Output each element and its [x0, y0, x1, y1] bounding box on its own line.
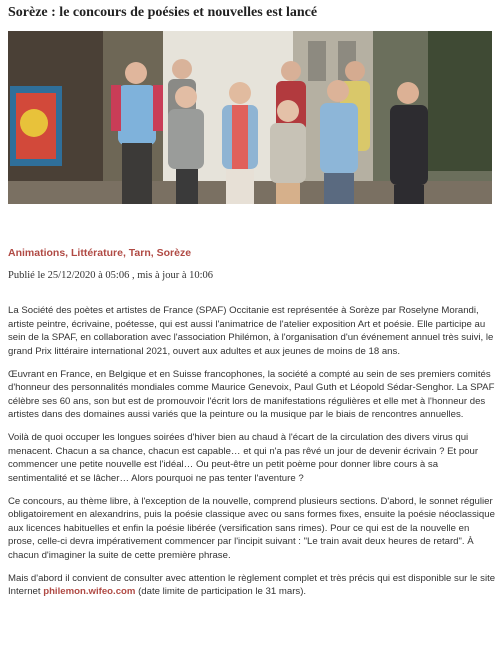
paragraph-4: Ce concours, au thème libre, à l'exception de la nouvelle, comprend plusieurs sections. D'abord, le sonnet régulier obligatoirement en alexandrins, puis la poésie classique avec ou sans formes fixes, ensuite la poésie néoclassique aux licences habituelles et enfin la poésie libérée (versification sans rimes). Pour ce qui est de la nouvelle en prose, celle-ci devra impérativement commencer par l'incipit suivant : "Le train avait deux heures de retard". À chacun d'imaginer la suite de cette première phrase.	[8, 495, 495, 562]
article-title: Sorèze : le concours de poésies et nouvelles est lancé	[8, 5, 318, 20]
article-categories: Animations, Littérature, Tarn, Sorèze	[8, 247, 192, 259]
category-tarn[interactable]: Tarn	[128, 247, 151, 259]
category-litterature[interactable]: Littérature	[71, 247, 123, 259]
paragraph-3: Voilà de quoi occuper les longues soirées d'hiver bien au chaud à l'écart de la circulation des divers virus qui menacent. Chacun a sa chance, chacun est capable… et qui n'a pas rêvé un jour de devenir écrivain ? Et pour commencer une petite nouvelle est l'idéal… Ou peut-être un petit poème pour donner libre cours à sa sentimentalité et se lâcher… Alors pourquoi ne pas tenter l'aventure ?	[8, 432, 479, 484]
paragraph-1: La Société des poètes et artistes de France (SPAF) Occitanie est représentée à Sorèze par Roselyne Morandi, artiste peintre, écrivaine, poétesse, qui est aussi l'animatrice de l'atelier exposition Art et poésie. Elle participe au sein de la SPAF, en collaboration avec l'association Philémon, à l'organisation d'un événement annuel très suivi, le grand Prix littéraire international 2021, ouvert aux adultes et aux jeunes de moins de 18 ans.	[8, 305, 494, 357]
article-photo	[8, 31, 492, 204]
category-soreze[interactable]: Sorèze	[156, 247, 192, 259]
philemon-website-link[interactable]: philemon.wifeo.com	[43, 586, 136, 598]
published-date: Publié le 25/12/2020 à 05:06 , mis à jour à 10:06	[8, 270, 214, 281]
paragraph-5-text: Mais d'abord il convient de consulter avec attention le règlement complet et très précis qui est disponible sur le site Internet	[8, 572, 496, 598]
paragraph-5	[8, 572, 496, 599]
paragraph-5-tail: (date limite de participation le 31 mars).	[135, 586, 307, 598]
category-animations[interactable]: Animations	[8, 247, 66, 259]
article-body	[8, 304, 496, 608]
paragraph-2: Œuvrant en France, en Belgique et en Suisse francophones, la société a compté au sein de ses premiers comités d'honneur des personnalités mondiales comme Maurice Genevoix, Paul Guth et Léopold Sédar-Senghor. La SPAF célèbre ses 60 ans, son but est de promouvoir l'écrit lors de manifestations régulières et elle met à l'honneur des artistes dans des domaines aussi variés que la peinture ou la musique par le biais de rencontres annuelles.	[8, 368, 495, 421]
